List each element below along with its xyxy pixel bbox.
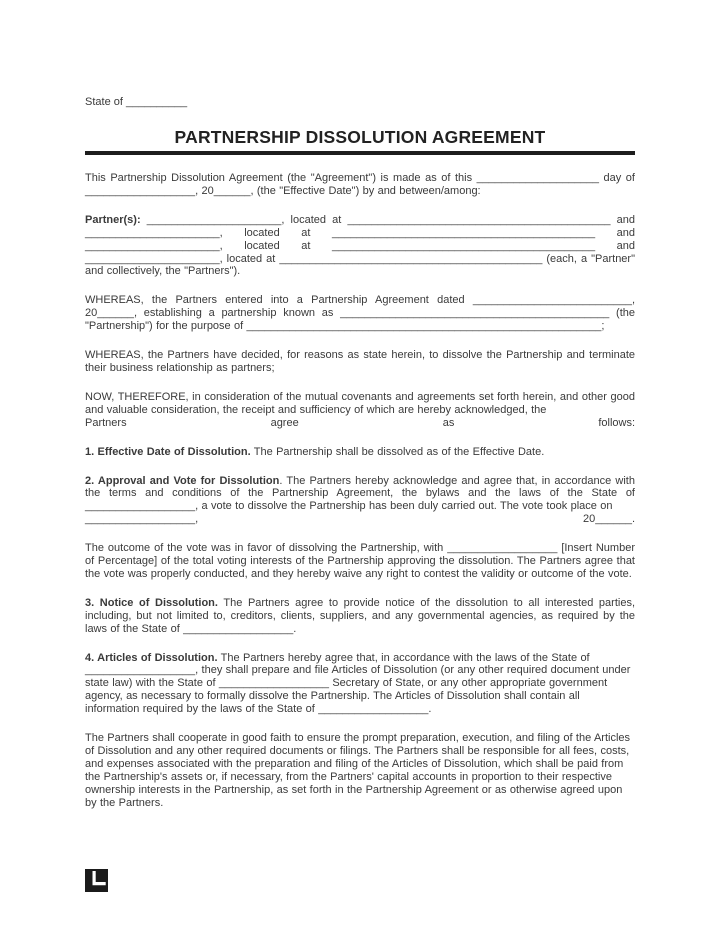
whereas-agreement-paragraph-text-run: WHEREAS, the Partners entered into a Partnership Agreement dated __________________________, 20______, establishing a partnership known as ____________________________________________ (the "Partnership") for the purpose of __________________________________________________________; <box>85 294 635 333</box>
intro-paragraph-text-run: This Partnership Dissolution Agreement (the "Agreement") is made as of this ____________________ day of __________________, 20______, (the "Effective Date") by and between/among: <box>85 172 635 197</box>
legal-templates-logo-icon <box>85 869 108 892</box>
section-4-articles-text-run: The Partners hereby agree that, in accordance with the laws of the State of __________________, they shall prepare and file Articles of Dissolution (or any other required document under state law) with the State of __________________ Secretary of State, or any other appropriate government agency, as necessary to formally dissolve the Partnership. The Articles of Dissolution shall contain all information required by the laws of the State of __________________. <box>85 651 631 716</box>
now-therefore-paragraph <box>85 391 635 417</box>
section-3-notice-text-run: The Partners agree to provide notice of the dissolution to all interested parties, including, but not limited to, creditors, clients, suppliers, and any governmental agencies, as required by the laws of the State of __________________. <box>85 596 636 635</box>
partners-paragraph <box>85 214 635 279</box>
intro-paragraph <box>85 172 635 198</box>
state-of-line: State of __________ <box>85 96 188 108</box>
section-1-effective-date-heading-run: 1. Effective Date of Dissolution. <box>85 445 251 458</box>
title-rule <box>85 151 635 155</box>
whereas-agreement-paragraph <box>85 294 635 333</box>
document-title: PARTNERSHIP DISSOLUTION AGREEMENT <box>174 127 546 147</box>
document-body <box>85 172 635 810</box>
section-2-approval-vote-text-run: . The Partners hereby acknowledge and agree that, in accordance with the terms and conditions of the Partnership Agreement, the bylaws and the laws of the State of __________________, a vote to dissolve the Partnership has been duly carried out. The vote took place on <box>85 474 635 513</box>
whereas-dissolve-paragraph <box>85 349 635 375</box>
vote-outcome-paragraph-text-run: The outcome of the vote was in favor of dissolving the Partnership, with __________________ [Insert Number of Percentage] of the total voting interests of the Partnership approving the dissolution. The Partners agree that the vote was properly conducted, and they hereby waive any right to contest the validity or outcome of the vote. <box>85 542 635 580</box>
section-4-articles <box>85 652 635 717</box>
cooperation-paragraph-text-run: The Partners shall cooperate in good faith to ensure the prompt preparation, execution, and filing of the Articles of Dissolution and any other required documents or filings. The Partners shall be responsible for all fees, costs, and expenses associated with the preparation and filing of the Articles of Dissolution, which shall be paid from the Partnership's assets or, if necessary, from the Partners' capital accounts in proportion to their respective ownership interests in the Partnership, as set forth in the Partnership Agreement or as otherwise agreed upon by the Partners. <box>85 732 631 809</box>
partners-paragraph-heading-run: Partner(s): <box>85 213 147 226</box>
vote-outcome-paragraph <box>85 542 635 581</box>
section-3-notice <box>85 597 635 636</box>
now-therefore-paragraph-spread-line: Partners agree as follows: <box>85 416 635 429</box>
section-3-notice-heading-run: 3. Notice of Dissolution. <box>85 596 218 609</box>
now-therefore-paragraph-text-run: NOW, THEREFORE, in consideration of the mutual covenants and agreements set forth herein, and other good and valuable consideration, the receipt and sufficiency of which are hereby acknowledged, the <box>85 390 635 416</box>
cooperation-paragraph <box>85 732 635 809</box>
section-2-approval-vote-spread-line: __________________, 20______. <box>85 513 635 526</box>
partners-paragraph-text-run: ______________________, located at ___________________________________________ and ______________________, located at ___________________________________________ and ______________________, located at ___________________________________________ and ______________________, located at ___________________________________________ (each, a "Partner" and collectively, the "Partners"). <box>85 213 635 278</box>
section-4-articles-heading-run: 4. Articles of Dissolution. <box>85 651 218 664</box>
section-2-approval-vote-heading-run: 2. Approval and Vote for Dissolution <box>85 474 280 487</box>
section-1-effective-date <box>85 446 635 459</box>
section-2-approval-vote <box>85 475 635 514</box>
whereas-dissolve-paragraph-text-run: WHEREAS, the Partners have decided, for reasons as state herein, to dissolve the Partnership and terminate their business relationship as partners; <box>85 349 635 374</box>
section-1-effective-date-text-run: The Partnership shall be dissolved as of the Effective Date. <box>250 445 545 458</box>
